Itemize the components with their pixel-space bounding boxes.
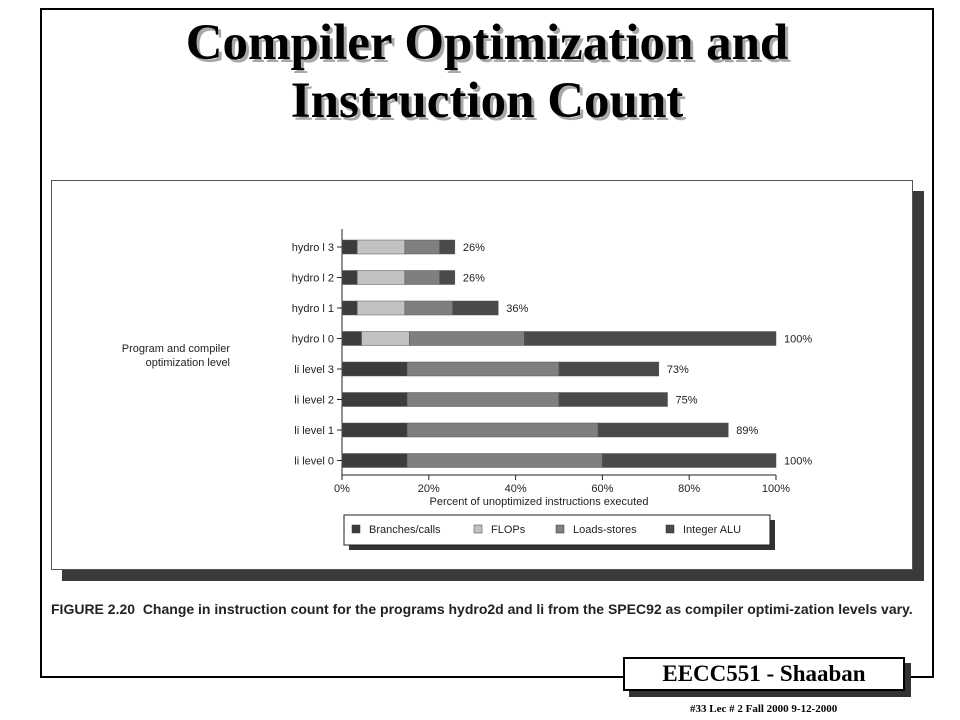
y-axis-title-line-1: Program and compiler xyxy=(121,343,230,355)
legend-swatch xyxy=(666,525,674,533)
bar-segment xyxy=(440,240,455,254)
y-tick-label: li level 0 xyxy=(294,455,334,468)
bar-total-label: 75% xyxy=(675,394,698,407)
bar-segment xyxy=(342,301,357,315)
y-tick-label: hydro l 3 xyxy=(291,242,334,254)
x-tick-label: 80% xyxy=(678,483,701,495)
x-tick-label: 20% xyxy=(417,483,440,495)
y-tick-label: hydro l 0 xyxy=(291,333,334,346)
bar-segment xyxy=(602,454,776,468)
bar-segment xyxy=(559,393,668,407)
bar-segment xyxy=(409,332,524,346)
bar-segment xyxy=(453,301,499,315)
legend-swatch xyxy=(474,525,482,533)
bar-segment xyxy=(342,454,407,468)
y-tick-label: li level 3 xyxy=(294,364,334,376)
slide-meta: #33 Lec # 2 Fall 2000 9-12-2000 xyxy=(690,703,838,715)
bar-segment xyxy=(362,332,410,346)
course-badge xyxy=(623,657,911,697)
legend-swatch xyxy=(352,525,360,533)
stacked-bar-chart xyxy=(52,181,914,571)
bar-segment xyxy=(357,240,405,254)
bar-total-label: 89% xyxy=(736,425,759,437)
bar-segment xyxy=(407,423,598,437)
bar-segment xyxy=(342,271,357,285)
bar-segment xyxy=(357,271,405,285)
title-line-1: Compiler Optimization and xyxy=(185,15,789,71)
bar-total-label: 26% xyxy=(462,272,485,285)
bar-total-label: 73% xyxy=(666,364,689,376)
y-axis-title-line-2: optimization level xyxy=(145,357,230,369)
bar-segment xyxy=(407,362,559,376)
figure-panel xyxy=(51,180,913,570)
figure-caption xyxy=(51,600,931,619)
bar-segment xyxy=(598,423,728,437)
legend-label: Integer ALU xyxy=(683,524,742,536)
bar-segment xyxy=(342,332,362,346)
bar-segment xyxy=(342,423,407,437)
bar-segment xyxy=(524,332,776,346)
legend-swatch xyxy=(556,525,564,533)
x-tick-label: 40% xyxy=(504,483,527,495)
slide-title xyxy=(40,14,934,130)
legend-label: FLOPs xyxy=(491,524,526,536)
course-badge-label: EECC551 - Shaaban xyxy=(623,657,905,691)
legend-label: Branches/calls xyxy=(369,524,441,536)
bar-segment xyxy=(440,271,455,285)
bar-segment xyxy=(405,240,440,254)
legend-label: Loads-stores xyxy=(573,524,637,536)
y-tick-label: hydro l 1 xyxy=(291,303,334,315)
y-tick-label: li level 1 xyxy=(294,425,334,437)
caption-figure-label: FIGURE 2.20 xyxy=(51,601,136,617)
x-tick-label: 100% xyxy=(761,483,791,495)
bar-segment xyxy=(405,271,440,285)
y-tick-label: li level 2 xyxy=(294,394,334,407)
bar-segment xyxy=(407,393,559,407)
bar-total-label: 100% xyxy=(784,455,813,468)
y-tick-label: hydro l 2 xyxy=(291,272,334,285)
bar-segment xyxy=(342,393,407,407)
bar-total-label: 100% xyxy=(784,333,813,346)
bar-total-label: 36% xyxy=(506,303,529,315)
caption-text: Change in instruction count for the programs hydro2d and li from the SPEC92 as compiler optimi-zation levels vary. xyxy=(142,601,913,617)
bar-segment xyxy=(405,301,453,315)
bar-total-label: 26% xyxy=(462,242,485,254)
x-tick-label: 0% xyxy=(334,483,350,495)
bar-segment xyxy=(559,362,659,376)
x-tick-label: 60% xyxy=(591,483,614,495)
bar-segment xyxy=(342,240,357,254)
bar-segment xyxy=(342,362,407,376)
bar-segment xyxy=(357,301,405,315)
x-axis-title: Percent of unoptimized instructions executed xyxy=(429,496,649,508)
bar-segment xyxy=(407,454,602,468)
title-line-2: Instruction Count xyxy=(290,73,684,129)
